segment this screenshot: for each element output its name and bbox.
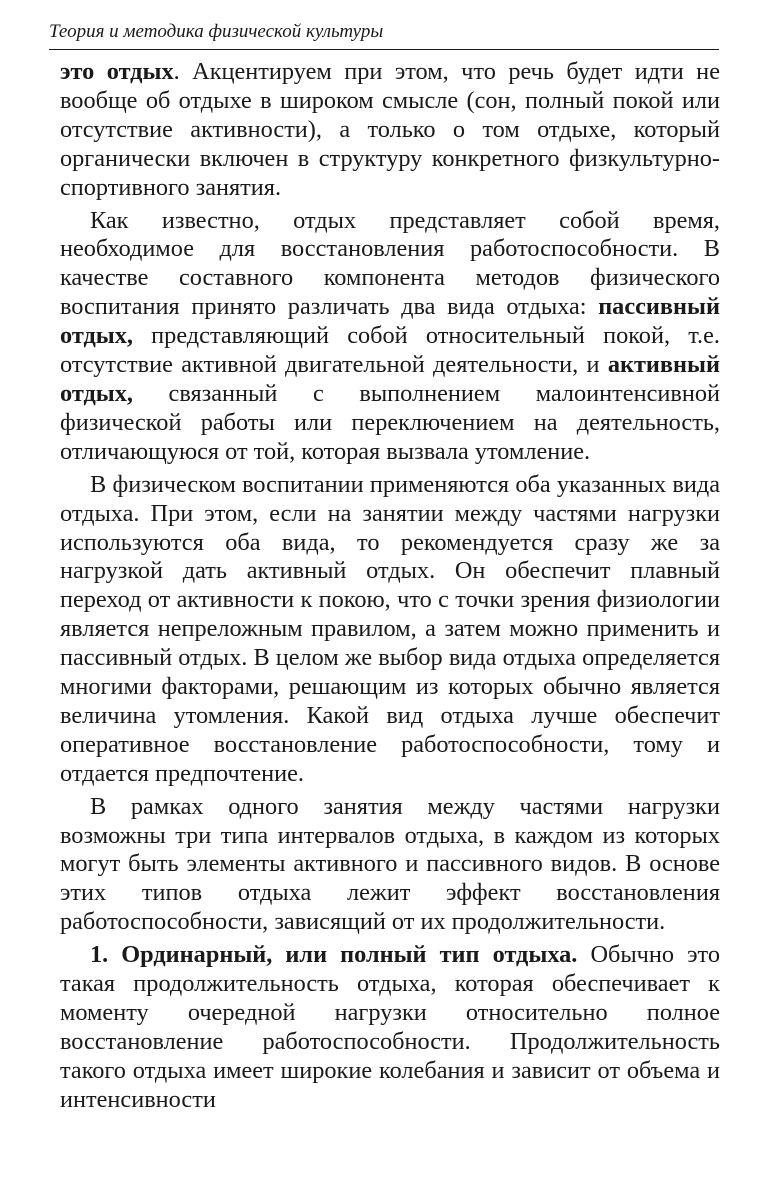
- paragraph-2: [60, 207, 720, 467]
- page-body: [60, 58, 720, 1115]
- term-active-rest: активный отдых,: [60, 351, 720, 407]
- paragraph-4-text: В рамках одного занятия между частями нагрузки возможны три типа интервалов отдыха, в каждом из которых могут быть элементы активного и пассивного видов. В основе этих типов отдыха лежит эффект восстановления работоспособности, зависящий от их продолжительности.: [60, 792, 720, 936]
- paragraph-5-text: Обычно это такая продолжительность отдыха, которая обеспечивает к моменту очередной нагрузки относительно полное восстановление работоспособности. Продолжительность такого отдыха имеет широкие колебания и зависит от объема и интенсивности: [60, 941, 720, 1113]
- paragraph-2-text-a: Как известно, отдых представляет собой время, необходимое для восстановления работоспособности. В качестве составного компонента методов физического воспитания принято различать два вида отдыха:: [60, 206, 720, 321]
- paragraph-1-bold: это отдых: [60, 58, 174, 85]
- paragraph-3-text: В физическом воспитании применяются оба указанных вида отдыха. При этом, если на занятии между частями нагрузки используются оба вида, то рекомендуется сразу же за нагрузкой дать активный отдых. Он обеспечит плавный переход от активности к покою, что с точки зрения физиологии является непреложным правилом, а затем можно применить и пассивный отдых. В целом же выбор вида отдыха определяется многими факторами, решающим из которых обычно является величина утомления. Какой вид отдыха лучше обеспечит оперативное восстановление работоспособности, тому и отдается предпочтение.: [60, 470, 720, 787]
- header-rule: [49, 49, 719, 50]
- paragraph-1-text: . Акцентируем при этом, что речь будет идти не вообще об отдыхе в широком смысле (сон, полный покой или отсутствие активности), а только о том отдыхе, который органически включен в структуру конкретного физкультурно-спортивного занятия.: [60, 58, 720, 201]
- paragraph-2-text-c: связанный с выполнением малоинтенсивной физической работы или переключением на деятельность, отличающуюся от той, которая вызвала утомление.: [60, 379, 720, 465]
- section-heading-ordinary-rest: 1. Ординарный, или полный тип отдыха.: [90, 941, 578, 969]
- paragraph-2-text-b: представляющий собой относительный покой, т.е. отсутствие активной двигательной деятельности, и: [60, 322, 720, 379]
- paragraph-3: [60, 471, 720, 789]
- paragraph-5: [60, 941, 720, 1114]
- running-head: Теория и методика физической культуры: [49, 21, 384, 42]
- paragraph-4: [60, 793, 720, 938]
- paragraph-1: [60, 58, 720, 203]
- term-passive-rest: пассивный отдых,: [60, 293, 720, 350]
